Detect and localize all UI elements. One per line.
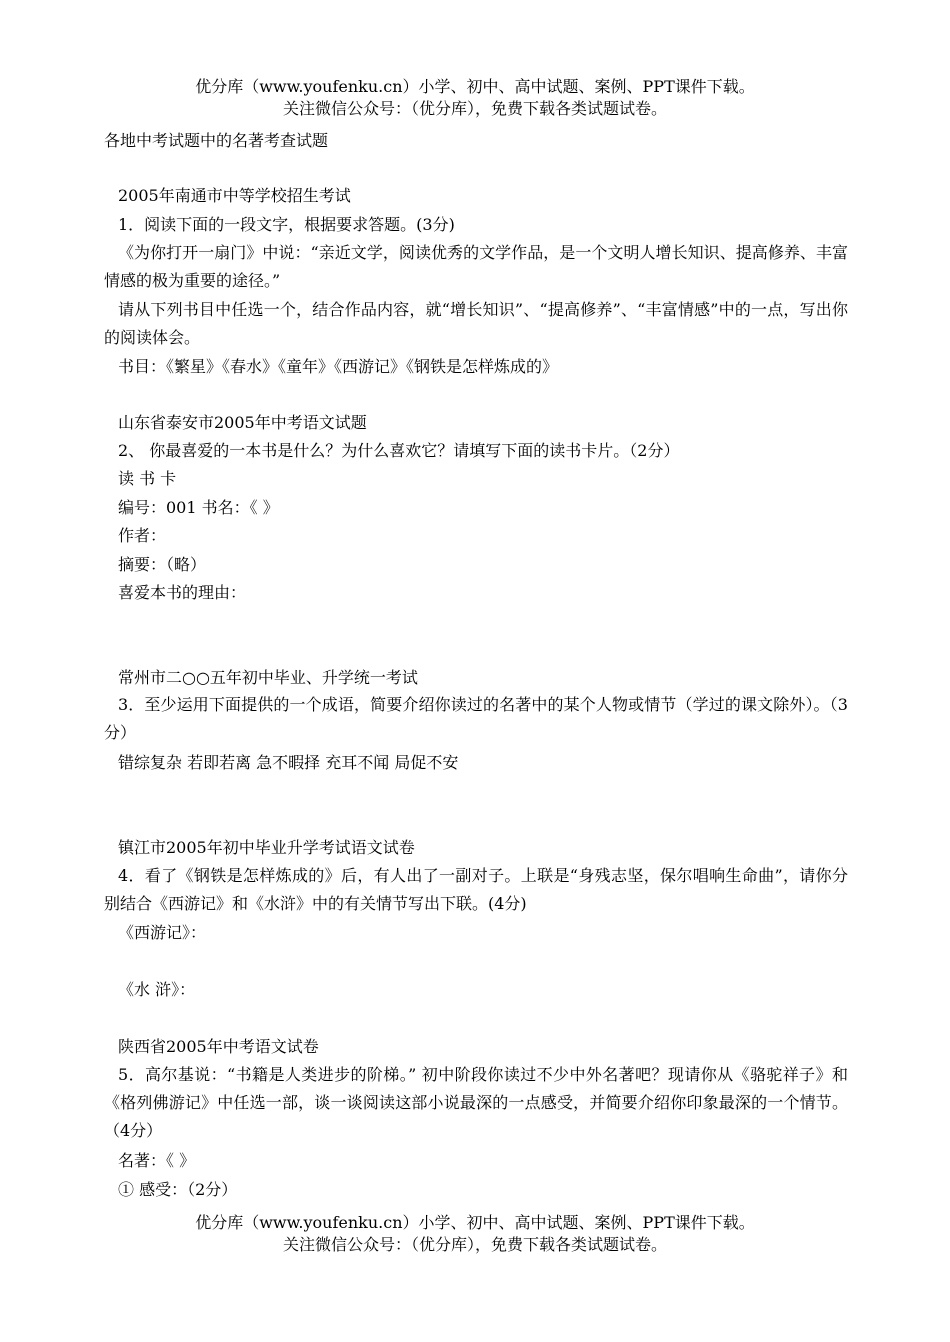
reading-card-author: 作者：: [118, 526, 167, 545]
header-line-2: 关注微信公众号：（优分库），免费下载各类试题试卷。: [282, 99, 667, 118]
question-3-idioms: 错综复杂 若即若离 急不暇择 充耳不闻 局促不安: [118, 753, 459, 772]
question-1-book-list: 书目：《繁星》《春水》《童年》《西游记》《钢铁是怎样炼成的》: [118, 357, 559, 376]
section-2-title: 山东省泰安市2005年中考语文试题: [118, 413, 367, 432]
question-3: 3．至少运用下面提供的一个成语，简要介绍你读过的名著中的某个人物或情节（学过的课文除外）。（3分）: [104, 695, 848, 742]
section-5-title: 陕西省2005年中考语文试卷: [118, 1037, 319, 1056]
footer-line-1: 优分库（www.youfenku.cn）小学、初中、高中试题、案例、PPT课件下载。: [195, 1213, 755, 1232]
question-5: 5．高尔基说：“书籍是人类进步的阶梯。” 初中阶段你读过不少中外名著吧？现请你从《骆驼祥子》和《格列佛游记》中任选一部，谈一谈阅读这部小说最深的一点感受，并简要介绍你印象最深的一个情节。（4分）: [104, 1065, 848, 1140]
question-1-instruction: 请从下列书目中任选一个，结合作品内容，就“增长知识”、“提高修养”、“丰富情感”中的一点，写出你的阅读体会。: [104, 300, 848, 347]
reading-card-reason: 喜爱本书的理由：: [118, 583, 247, 602]
question-5-feeling: ① 感受：（2分）: [118, 1180, 238, 1199]
reading-card-summary: 摘要：（略）: [118, 555, 207, 574]
footer-line-2: 关注微信公众号：（优分库），免费下载各类试题试卷。: [282, 1235, 667, 1254]
question-4: 4．看了《钢铁是怎样炼成的》后，有人出了一副对子。上联是“身残志坚，保尔唱响生命曲”，请你分别结合《西游记》和《水浒》中的有关情节写出下联。(4分): [104, 866, 848, 913]
reading-card-number: 编号：001 书名：《 》: [118, 498, 279, 517]
question-2: 2、 你最喜爱的一本书是什么？为什么喜欢它？请填写下面的读书卡片。（2分）: [118, 441, 680, 460]
question-4-answer-xiyouji: 《西游记》：: [118, 923, 207, 942]
section-1-title: 2005年南通市中等学校招生考试: [118, 186, 351, 205]
question-1-passage: 《为你打开一扇门》中说：“亲近文学，阅读优秀的文学作品，是一个文明人增长知识、提高修养、丰富情感的极为重要的途径。”: [104, 243, 848, 290]
question-1: 1．阅读下面的一段文字，根据要求答题。(3分): [118, 215, 455, 234]
question-4-answer-shuihu: 《水 浒》：: [118, 980, 196, 999]
section-3-title: 常州市二○○五年初中毕业、升学统一考试: [118, 668, 418, 687]
header-line-1: 优分库（www.youfenku.cn）小学、初中、高中试题、案例、PPT课件下载。: [195, 77, 755, 96]
question-5-book: 名著：《 》: [118, 1151, 196, 1170]
reading-card-title: 读 书 卡: [118, 469, 177, 488]
section-4-title: 镇江市2005年初中毕业升学考试语文试卷: [118, 838, 415, 857]
document-title: 各地中考试题中的名著考查试题: [104, 131, 329, 150]
